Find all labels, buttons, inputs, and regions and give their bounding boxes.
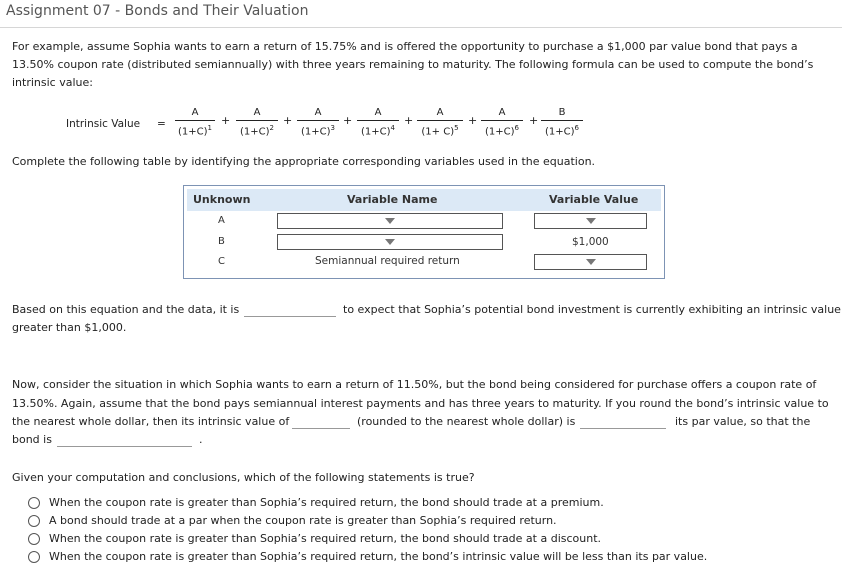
variables-table	[183, 185, 665, 279]
plus-sign: +	[404, 114, 414, 127]
term-4-exponent: 4	[390, 124, 395, 132]
term-3-numerator: A	[314, 107, 322, 118]
row-a-variable-name-dropdown[interactable]	[277, 213, 503, 229]
scenario-line-2: 13.50%. Again, assume that the bond pays semiannual interest payments and has three years to maturity. If you round the bond’s intrinsic value to	[12, 397, 829, 410]
conclusion-blank-dropdown[interactable]	[244, 316, 336, 317]
row-c-variable-name: Semiannual required return	[315, 255, 460, 267]
row-b-unknown: B	[218, 236, 225, 247]
formula-term-4	[357, 106, 399, 138]
term-5-denominator	[417, 122, 463, 138]
scenario-line-3c: its par value, so that the	[675, 415, 811, 428]
term-5-numerator: A	[436, 107, 444, 118]
title-divider	[0, 27, 842, 28]
term-2-base: (1+C)	[240, 126, 270, 138]
intrinsic-value-formula	[0, 106, 842, 140]
plus-sign: +	[529, 114, 539, 127]
term-7-base: (1+C)	[545, 126, 575, 138]
term-7-denominator	[541, 122, 583, 138]
term-7-exponent: 6	[574, 124, 579, 132]
term-5-base: (1+ C)	[421, 126, 455, 138]
term-2-denominator	[236, 122, 278, 138]
term-2-exponent: 2	[269, 124, 274, 132]
term-3-exponent: 3	[330, 124, 335, 132]
question-text: Given your computation and conclusions, which of the following statements is true?	[12, 471, 475, 484]
term-4-fraction-bar	[357, 120, 399, 121]
term-6-denominator	[481, 122, 523, 138]
formula-label: Intrinsic Value	[66, 118, 141, 130]
scenario-line-1: Now, consider the situation in which Sophia wants to earn a return of 11.50%, but the bond being considered for purchase offers a coupon rate of	[12, 378, 817, 391]
plus-sign: +	[468, 114, 478, 127]
formula-term-6	[481, 106, 523, 138]
row-a-variable-value-dropdown[interactable]	[534, 213, 647, 229]
term-6-numerator: A	[498, 107, 506, 118]
row-a-unknown: A	[218, 215, 225, 226]
term-1-numerator: A	[191, 107, 199, 118]
formula-term-1	[175, 106, 215, 138]
term-7-fraction-bar	[541, 120, 583, 121]
formula-term-3	[297, 106, 339, 138]
conclusion-text-3: greater than $1,000.	[12, 321, 127, 334]
radio-button[interactable]	[28, 533, 40, 545]
header-variable-value: Variable Value	[549, 193, 639, 206]
header-variable-name: Variable Name	[347, 193, 438, 206]
comparison-blank-dropdown[interactable]	[580, 428, 666, 429]
term-5-exponent: 5	[454, 124, 459, 132]
term-7-numerator: B	[558, 107, 566, 118]
option-2-label: A bond should trade at a par when the coupon rate is greater than Sophia’s required return.	[49, 514, 557, 527]
radio-button[interactable]	[28, 515, 40, 527]
intro-line-3: intrinsic value:	[12, 76, 93, 89]
formula-term-7	[541, 106, 583, 138]
scenario-line-3b: (rounded to the nearest whole dollar) is	[357, 415, 576, 428]
scenario-line-4a: bond is	[12, 433, 52, 446]
scenario-line-3a: the nearest whole dollar, then its intrinsic value of	[12, 415, 290, 428]
term-4-numerator: A	[374, 107, 382, 118]
radio-button[interactable]	[28, 551, 40, 563]
radio-button[interactable]	[28, 497, 40, 509]
intro-line-1: For example, assume Sophia wants to earn a return of 15.75% and is offered the opportunity to purchase a $1,000 par value bond that pays a	[12, 40, 798, 53]
formula-term-5	[417, 106, 463, 138]
row-b-variable-name-dropdown[interactable]	[277, 234, 503, 250]
intrinsic-value-blank[interactable]	[292, 428, 350, 429]
term-5-fraction-bar	[417, 120, 463, 121]
term-1-exponent: 1	[207, 124, 212, 132]
term-2-fraction-bar	[236, 120, 278, 121]
chevron-down-icon	[385, 239, 395, 245]
term-3-denominator	[297, 122, 339, 138]
row-b-variable-value: $1,000	[572, 236, 609, 248]
term-3-base: (1+C)	[301, 126, 331, 138]
term-1-fraction-bar	[175, 120, 215, 121]
table-instruction: Complete the following table by identifying the appropriate corresponding variables used in the equation.	[12, 155, 596, 168]
term-3-fraction-bar	[297, 120, 339, 121]
intro-line-2: 13.50% coupon rate (distributed semiannually) with three years remaining to maturity. The following formula can be used to compute the bond’s	[12, 58, 814, 71]
term-1-base: (1+C)	[178, 126, 208, 138]
option-3-label: When the coupon rate is greater than Sophia’s required return, the bond should trade at a discount.	[49, 532, 602, 545]
header-unknown: Unknown	[193, 193, 251, 206]
term-6-base: (1+C)	[485, 126, 515, 138]
term-4-denominator	[357, 122, 399, 138]
term-1-denominator	[175, 122, 215, 138]
bond-status-blank-dropdown[interactable]	[57, 446, 192, 447]
formula-equals: =	[157, 118, 166, 130]
row-c-variable-value-dropdown[interactable]	[534, 254, 647, 270]
plus-sign: +	[283, 114, 293, 127]
plus-sign: +	[221, 114, 231, 127]
table-header-row	[187, 189, 661, 211]
chevron-down-icon	[586, 259, 596, 265]
term-6-fraction-bar	[481, 120, 523, 121]
chevron-down-icon	[385, 218, 395, 224]
option-1-label: When the coupon rate is greater than Sophia’s required return, the bond should trade at a premium.	[49, 496, 604, 509]
scenario-line-4b: .	[199, 433, 203, 446]
row-c-unknown: C	[218, 256, 225, 267]
option-4-label: When the coupon rate is greater than Sophia’s required return, the bond’s intrinsic value will be less than its par value.	[49, 550, 708, 563]
term-4-base: (1+C)	[361, 126, 391, 138]
formula-term-2	[236, 106, 278, 138]
term-6-exponent: 6	[514, 124, 519, 132]
conclusion-text-1: Based on this equation and the data, it is	[12, 303, 240, 316]
page-title: Assignment 07 - Bonds and Their Valuation	[6, 3, 309, 19]
plus-sign: +	[343, 114, 353, 127]
chevron-down-icon	[586, 218, 596, 224]
term-2-numerator: A	[253, 107, 261, 118]
conclusion-text-2: to expect that Sophia’s potential bond investment is currently exhibiting an intrinsic value	[343, 303, 841, 316]
